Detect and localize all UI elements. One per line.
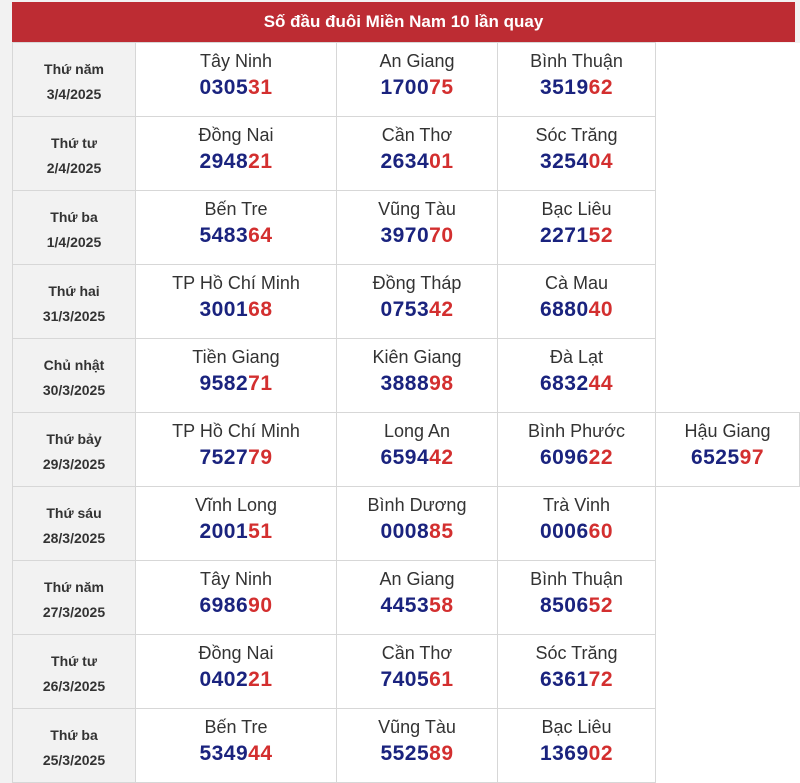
number-suffix: 22 [588,446,614,469]
result-cell [337,117,498,191]
province-name: Kiên Giang [372,347,462,367]
result-cell [136,635,337,709]
number-suffix: 21 [248,668,273,691]
number-prefix: 6832 [539,372,589,395]
number-prefix: 9582 [199,372,249,395]
table-row [13,43,800,117]
province-name: Tây Ninh [199,51,273,71]
table-row [13,561,800,635]
number-prefix: 6880 [539,298,589,321]
number-prefix: 6594 [380,446,430,469]
province-name: Đồng Tháp [372,273,462,293]
number-suffix: 90 [248,594,273,617]
empty-cell [656,709,800,783]
number-suffix: 64 [248,224,273,247]
draw-date: 31/3/2025 [42,308,106,324]
result-number [136,76,336,100]
number-prefix: 6361 [539,668,589,691]
weekday-label: Thứ bảy [46,431,102,447]
province-name: Vũng Tàu [378,717,456,737]
weekday-label: Chủ nhật [43,357,105,373]
result-number [337,372,497,396]
result-number [337,150,497,174]
number-prefix: 6525 [690,446,740,469]
province-name: Bạc Liêu [541,199,612,219]
result-number [498,742,655,766]
date-cell [13,413,136,487]
result-number [498,668,655,692]
table-row [13,487,800,561]
draw-date: 27/3/2025 [42,604,106,620]
empty-cell [656,265,800,339]
draw-date: 29/3/2025 [42,456,106,472]
table-row [13,709,800,783]
table-row [13,339,800,413]
result-number [136,594,336,618]
weekday-label: Thứ năm [44,61,104,77]
number-suffix: 51 [248,520,273,543]
number-suffix: 68 [248,298,273,321]
draw-date: 2/4/2025 [46,160,102,176]
province-name: Bình Dương [367,495,467,515]
date-cell [13,709,136,783]
empty-cell [656,487,800,561]
result-number [136,446,336,470]
province-name: Sóc Trăng [535,643,618,663]
province-name: Cần Thơ [381,643,453,663]
weekday-label: Thứ tư [51,653,97,669]
empty-cell [656,43,800,117]
result-cell [136,191,337,265]
result-cell [498,117,656,191]
result-cell [498,191,656,265]
number-prefix: 3254 [539,150,589,173]
result-cell [136,339,337,413]
number-suffix: 75 [429,76,454,99]
number-prefix: 3888 [380,372,430,395]
number-prefix: 3001 [199,298,249,321]
number-suffix: 79 [248,446,273,469]
province-name: Trà Vinh [542,495,611,515]
number-prefix: 7405 [380,668,430,691]
province-name: Bến Tre [204,199,268,219]
result-cell [498,265,656,339]
province-name: An Giang [379,51,455,71]
date-cell [13,635,136,709]
result-number [498,520,655,544]
number-prefix: 0006 [539,520,589,543]
province-name: Long An [383,421,451,441]
result-cell [498,635,656,709]
result-number [337,76,497,100]
weekday-label: Thứ ba [50,727,98,743]
number-suffix: 71 [248,372,273,395]
province-name: Tiền Giang [192,347,280,367]
result-number [337,446,497,470]
number-suffix: 21 [248,150,273,173]
result-number [136,150,336,174]
number-prefix: 3519 [539,76,589,99]
number-prefix: 5483 [199,224,249,247]
province-name: Cần Thơ [381,125,453,145]
table-row [13,413,800,487]
number-prefix: 0305 [199,76,249,99]
number-prefix: 4453 [380,594,430,617]
province-name: Sóc Trăng [535,125,618,145]
result-number [136,668,336,692]
number-suffix: 02 [588,742,614,765]
table-row [13,117,800,191]
province-name: Vĩnh Long [194,495,278,515]
number-prefix: 6986 [199,594,249,617]
province-name: Bến Tre [204,717,268,737]
result-number [337,520,497,544]
empty-cell [656,117,800,191]
number-suffix: 44 [588,372,614,395]
number-prefix: 0753 [380,298,430,321]
result-cell [337,191,498,265]
number-prefix: 8506 [539,594,589,617]
number-prefix: 0402 [199,668,249,691]
province-name: Bạc Liêu [541,717,612,737]
number-suffix: 52 [588,594,614,617]
result-number [136,372,336,396]
result-cell [498,339,656,413]
result-cell [136,709,337,783]
result-number [337,224,497,248]
number-suffix: 58 [429,594,454,617]
result-number [337,668,497,692]
province-name: Đà Lạt [549,347,604,367]
draw-date: 28/3/2025 [42,530,106,546]
result-number [136,224,336,248]
number-prefix: 7527 [199,446,249,469]
table-title: Số đầu đuôi Miền Nam 10 lần quay [12,2,795,42]
empty-cell [656,635,800,709]
empty-cell [656,339,800,413]
number-prefix: 1700 [380,76,430,99]
number-prefix: 0008 [380,520,430,543]
result-cell [498,561,656,635]
number-prefix: 1369 [539,742,589,765]
number-prefix: 2001 [199,520,249,543]
result-number [136,742,336,766]
number-suffix: 98 [429,372,454,395]
number-suffix: 85 [429,520,454,543]
number-suffix: 62 [588,76,614,99]
result-cell [136,117,337,191]
draw-date: 25/3/2025 [42,752,106,768]
result-number [337,742,497,766]
result-number [498,298,655,322]
number-prefix: 6096 [539,446,589,469]
number-prefix: 3970 [380,224,430,247]
number-suffix: 89 [429,742,454,765]
number-suffix: 44 [248,742,273,765]
number-prefix: 5349 [199,742,249,765]
result-number [498,224,655,248]
result-cell [136,413,337,487]
province-name: Bình Phước [528,421,625,441]
result-cell [498,487,656,561]
date-cell [13,487,136,561]
number-prefix: 2948 [199,150,249,173]
province-name: Bình Thuận [530,51,623,71]
draw-date: 26/3/2025 [42,678,106,694]
number-suffix: 52 [588,224,614,247]
province-name: Bình Thuận [530,569,623,589]
draw-date: 30/3/2025 [42,382,106,398]
province-name: Đồng Nai [198,643,274,663]
result-cell [337,339,498,413]
result-number [498,594,655,618]
number-prefix: 2271 [539,224,589,247]
province-name: Đồng Nai [198,125,274,145]
result-number [337,594,497,618]
number-suffix: 01 [429,150,454,173]
result-cell [337,635,498,709]
empty-cell [656,191,800,265]
result-cell [337,709,498,783]
date-cell [13,265,136,339]
weekday-label: Thứ năm [44,579,104,595]
date-cell [13,561,136,635]
province-name: Cà Mau [544,273,609,293]
draw-date: 1/4/2025 [46,234,102,250]
table-row [13,265,800,339]
date-cell [13,117,136,191]
date-cell [13,339,136,413]
table-row [13,635,800,709]
result-cell [136,265,337,339]
result-cell [136,487,337,561]
table-row [13,191,800,265]
result-number [337,298,497,322]
province-name: Vũng Tàu [378,199,456,219]
result-number [498,76,655,100]
result-cell [656,413,800,487]
result-number [498,150,655,174]
result-cell [337,561,498,635]
number-suffix: 72 [588,668,614,691]
result-cell [337,265,498,339]
result-number [498,446,655,470]
province-name: TP Hồ Chí Minh [172,421,300,441]
number-suffix: 97 [739,446,765,469]
number-suffix: 40 [588,298,614,321]
date-cell [13,43,136,117]
number-suffix: 61 [429,668,454,691]
weekday-label: Thứ tư [51,135,97,151]
number-prefix: 5525 [380,742,430,765]
result-cell [337,413,498,487]
result-cell [498,709,656,783]
number-suffix: 42 [429,298,454,321]
result-number [136,520,336,544]
date-cell [13,191,136,265]
result-cell [337,43,498,117]
weekday-label: Thứ sáu [46,505,102,521]
result-cell [498,413,656,487]
empty-cell [656,561,800,635]
province-name: TP Hồ Chí Minh [172,273,300,293]
province-name: An Giang [379,569,455,589]
draw-date: 3/4/2025 [46,86,102,102]
number-prefix: 2634 [380,150,430,173]
number-suffix: 60 [588,520,614,543]
result-number [656,446,799,470]
result-cell [136,561,337,635]
result-cell [498,43,656,117]
province-name: Hậu Giang [684,421,771,441]
province-name: Tây Ninh [199,569,273,589]
result-cell [136,43,337,117]
number-suffix: 31 [248,76,273,99]
weekday-label: Thứ hai [48,283,100,299]
number-suffix: 70 [429,224,454,247]
result-cell [337,487,498,561]
number-suffix: 04 [588,150,614,173]
weekday-label: Thứ ba [50,209,98,225]
number-suffix: 42 [429,446,454,469]
result-number [136,298,336,322]
result-number [498,372,655,396]
results-table [12,42,800,783]
